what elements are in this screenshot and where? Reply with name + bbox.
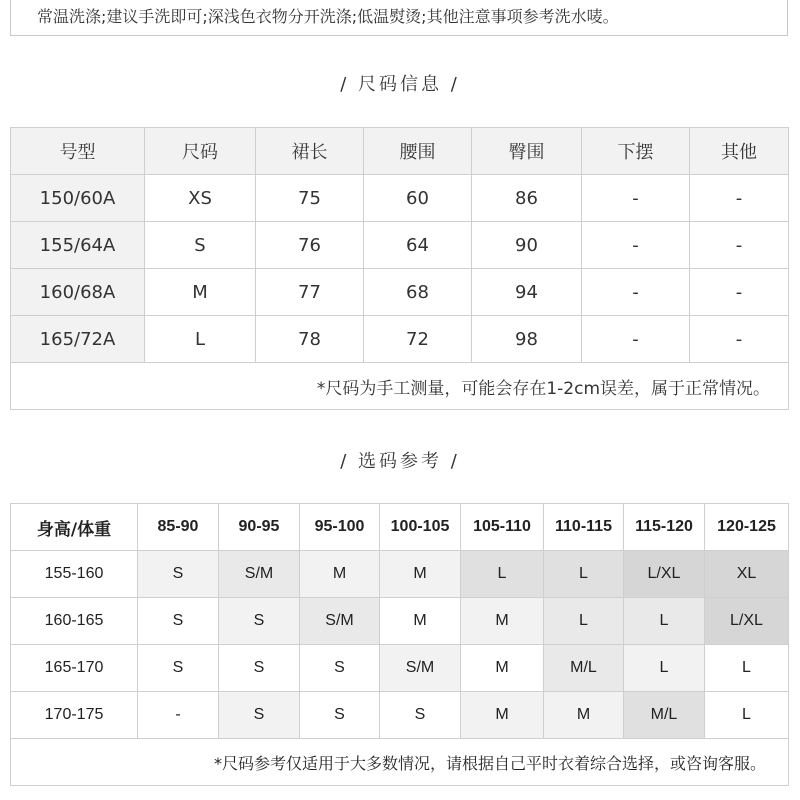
height-cell: 160-165 (11, 598, 138, 645)
reference-header-row (11, 504, 789, 551)
size-cell: L (624, 598, 705, 645)
header-cell: 号型 (11, 128, 145, 175)
size-cell: M (380, 551, 461, 598)
size-cell: L (461, 551, 544, 598)
table-row (11, 692, 789, 739)
table-cell: - (690, 269, 789, 316)
table-cell: M (145, 269, 256, 316)
table-cell: 77 (256, 269, 364, 316)
header-cell: 臀围 (472, 128, 582, 175)
size-cell: M (461, 692, 544, 739)
size-measurement-note: *尺码为手工测量，可能会存在1-2cm误差，属于正常情况。 (11, 363, 789, 410)
size-cell: M (300, 551, 380, 598)
size-table-header (11, 128, 789, 175)
size-cell: M/L (544, 645, 624, 692)
care-text: 常温洗涤;建议手洗即可;深浅色衣物分开洗涤;低温熨烫;其他注意事项参考洗水唛。 (37, 7, 619, 26)
table-row (11, 645, 789, 692)
weight-header: 85-90 (138, 504, 219, 551)
table-cell: 90 (472, 222, 582, 269)
table-cell: 64 (364, 222, 472, 269)
size-cell: S (138, 645, 219, 692)
table-cell: 94 (472, 269, 582, 316)
size-cell: M (544, 692, 624, 739)
weight-header: 120-125 (705, 504, 789, 551)
size-cell: S/M (219, 551, 300, 598)
size-cell: S (300, 645, 380, 692)
size-cell: S (219, 692, 300, 739)
header-cell: 腰围 (364, 128, 472, 175)
height-cell: 170-175 (11, 692, 138, 739)
size-cell: S (300, 692, 380, 739)
table-cell: 75 (256, 175, 364, 222)
size-info-table (10, 127, 789, 410)
size-cell: L (544, 551, 624, 598)
header-cell: 尺码 (145, 128, 256, 175)
weight-header: 100-105 (380, 504, 461, 551)
table-cell: - (582, 269, 690, 316)
table-cell: - (582, 316, 690, 363)
table-cell: 76 (256, 222, 364, 269)
size-cell: M (461, 598, 544, 645)
height-cell: 165-170 (11, 645, 138, 692)
table-row (11, 222, 789, 269)
size-cell: S (138, 551, 219, 598)
table-cell: 78 (256, 316, 364, 363)
size-cell: M/L (624, 692, 705, 739)
size-cell: L/XL (705, 598, 789, 645)
table-cell: 68 (364, 269, 472, 316)
care-instructions (10, 0, 788, 36)
weight-header: 105-110 (461, 504, 544, 551)
table-row (11, 175, 789, 222)
size-cell: L (705, 692, 789, 739)
table-note-row (11, 739, 789, 786)
table-cell: 60 (364, 175, 472, 222)
size-cell: - (138, 692, 219, 739)
size-cell: S/M (380, 645, 461, 692)
table-cell: 98 (472, 316, 582, 363)
table-note-row (11, 363, 789, 410)
table-cell: - (582, 222, 690, 269)
size-cell: S (138, 598, 219, 645)
table-row (11, 316, 789, 363)
height-weight-header: 身高/体重 (11, 504, 138, 551)
size-cell: S/M (300, 598, 380, 645)
table-cell: 165/72A (11, 316, 145, 363)
header-cell: 裙长 (256, 128, 364, 175)
size-cell: L (624, 645, 705, 692)
table-cell: XS (145, 175, 256, 222)
weight-header: 95-100 (300, 504, 380, 551)
table-cell: 72 (364, 316, 472, 363)
size-reference-table (10, 503, 789, 786)
size-cell: L (544, 598, 624, 645)
table-cell: 86 (472, 175, 582, 222)
size-cell: S (380, 692, 461, 739)
table-cell: - (582, 175, 690, 222)
size-cell: L (705, 645, 789, 692)
table-row (11, 598, 789, 645)
table-cell: - (690, 316, 789, 363)
table-cell: - (690, 222, 789, 269)
table-cell: L (145, 316, 256, 363)
size-info-title: / 尺码信息 / (340, 74, 460, 95)
size-cell: S (219, 598, 300, 645)
weight-header: 110-115 (544, 504, 624, 551)
size-cell: M (461, 645, 544, 692)
table-row (11, 551, 789, 598)
size-cell: XL (705, 551, 789, 598)
size-reference-title: / 选码参考 / (340, 451, 460, 472)
weight-header: 115-120 (624, 504, 705, 551)
header-cell: 其他 (690, 128, 789, 175)
table-cell: 150/60A (11, 175, 145, 222)
size-cell: M (380, 598, 461, 645)
header-cell: 下摆 (582, 128, 690, 175)
weight-header: 90-95 (219, 504, 300, 551)
table-row (11, 269, 789, 316)
table-cell: 160/68A (11, 269, 145, 316)
table-cell: - (690, 175, 789, 222)
table-cell: 155/64A (11, 222, 145, 269)
size-cell: S (219, 645, 300, 692)
size-cell: L/XL (624, 551, 705, 598)
height-cell: 155-160 (11, 551, 138, 598)
size-reference-note: *尺码参考仅适用于大多数情况，请根据自己平时衣着综合选择，或咨询客服。 (11, 739, 789, 786)
table-cell: S (145, 222, 256, 269)
